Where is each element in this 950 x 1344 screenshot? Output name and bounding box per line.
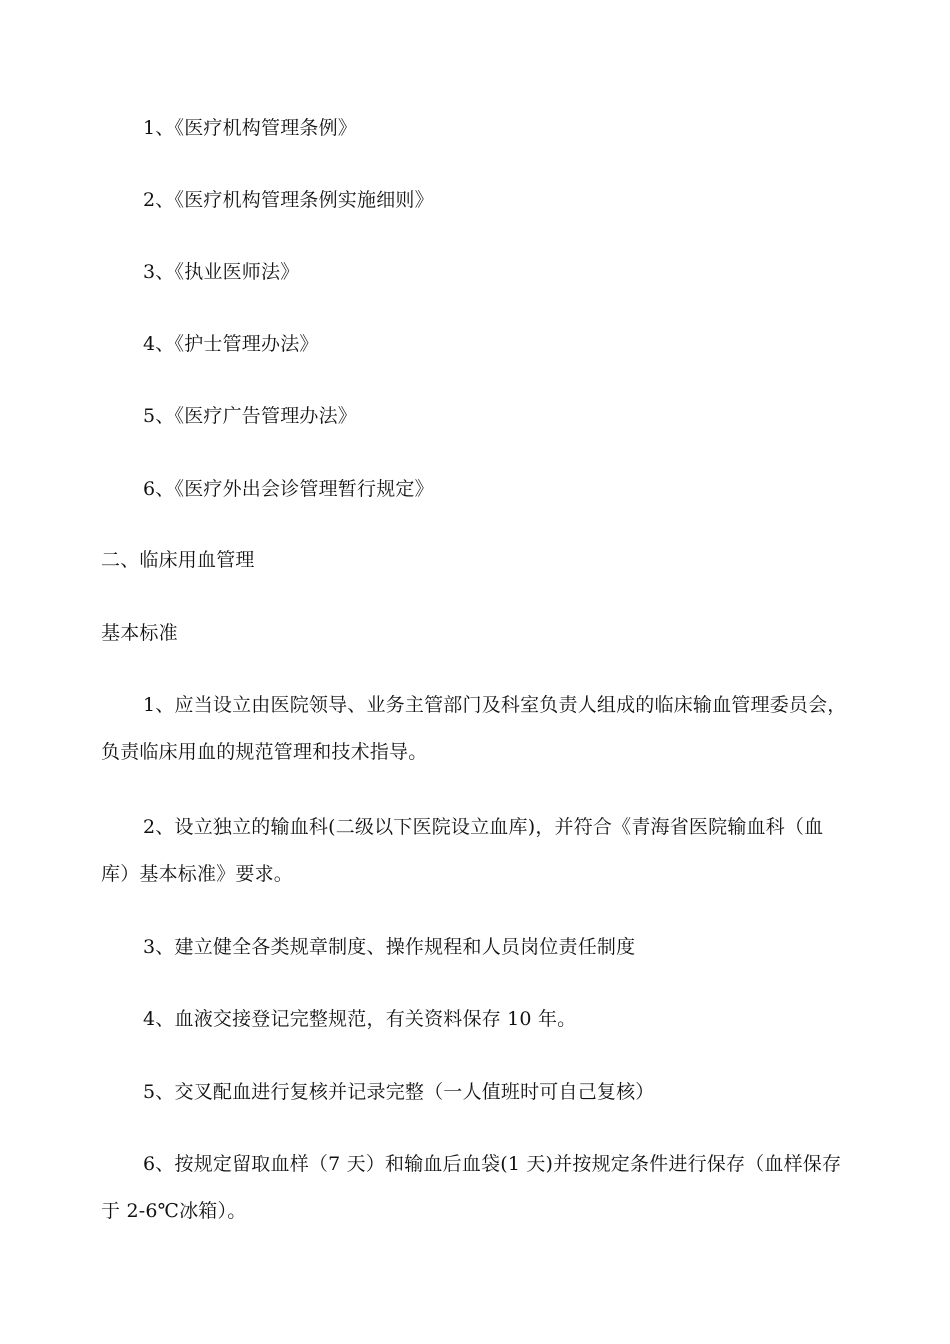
standard-item-line: 5、交叉配血进行复核并记录完整（一人值班时可自己复核） [143, 1081, 655, 1103]
standard-item-line: 1、应当设立由医院领导、业务主管部门及科室负责人组成的临床输血管理委员会， [143, 694, 847, 716]
regulation-item: 5、《医疗广告管理办法》 [143, 405, 357, 427]
regulation-item: 3、《执业医师法》 [143, 261, 300, 283]
standard-item-line: 2、设立独立的输血科(二级以下医院设立血库)，并符合《青海省医院输血科（血 [143, 816, 824, 838]
section-heading: 二、临床用血管理 [101, 549, 255, 571]
section-subheading: 基本标准 [101, 622, 178, 644]
standard-item-continuation: 库）基本标准》要求。 [101, 863, 294, 885]
standard-item-line: 4、血液交接登记完整规范，有关资料保存 10 年。 [143, 1008, 577, 1030]
regulation-item: 4、《护士管理办法》 [143, 333, 319, 355]
standard-item-continuation: 于 2-6℃冰箱）。 [101, 1200, 247, 1222]
standard-item-line: 6、按规定留取血样（7 天）和输血后血袋(1 天)并按规定条件进行保存（血样保存 [143, 1153, 842, 1175]
standard-item-continuation: 负责临床用血的规范管理和技术指导。 [101, 741, 428, 763]
regulation-item: 6、《医疗外出会诊管理暂行规定》 [143, 478, 434, 500]
regulation-item: 1、《医疗机构管理条例》 [143, 117, 357, 139]
regulation-item: 2、《医疗机构管理条例实施细则》 [143, 189, 434, 211]
standard-item-line: 3、建立健全各类规章制度、操作规程和人员岗位责任制度 [143, 936, 636, 958]
